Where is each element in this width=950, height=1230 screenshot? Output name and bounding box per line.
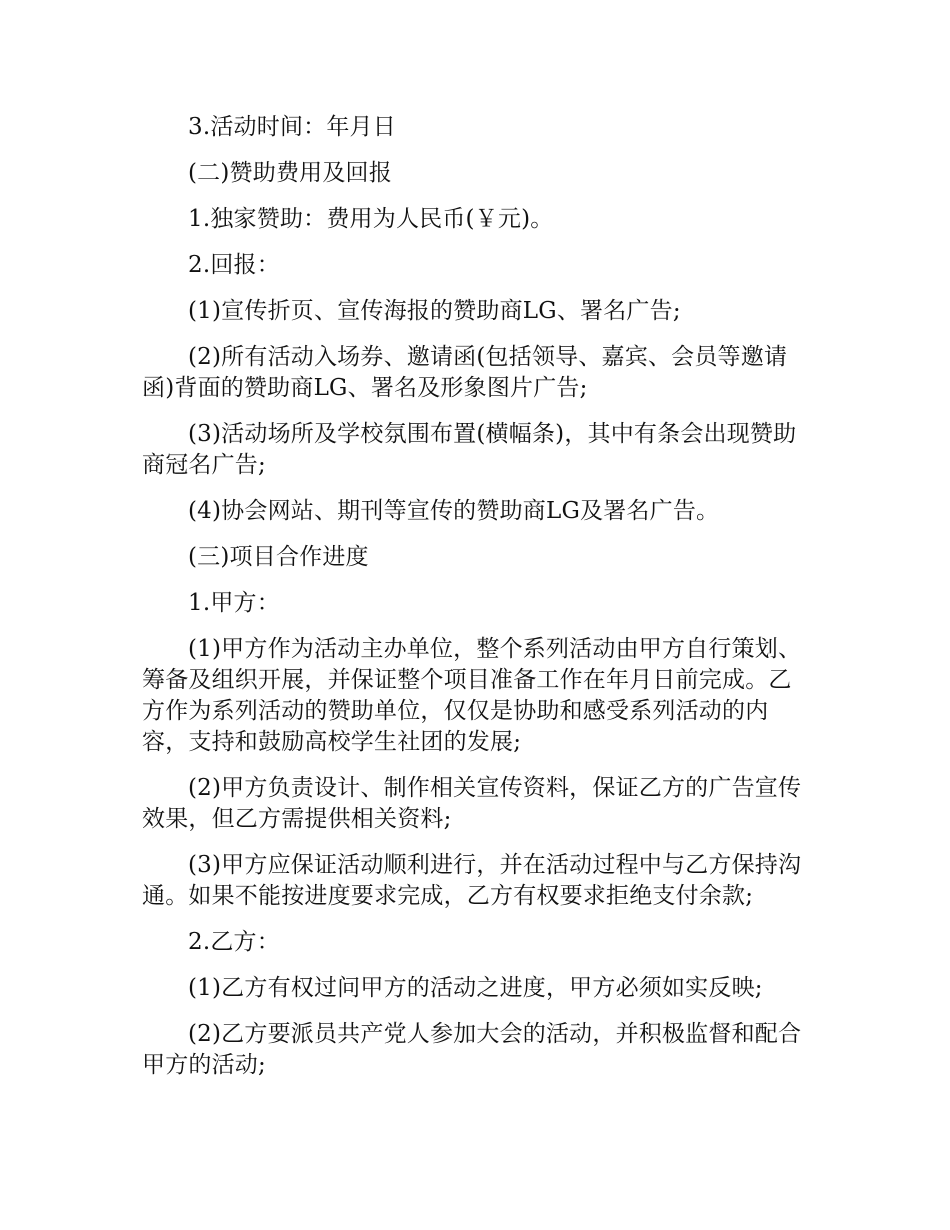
paragraph-return-4: (4)协会网站、期刊等宣传的赞助商LG及署名广告。 — [188, 498, 720, 524]
paragraph-return-3: (3)活动场所及学校氛围布置(横幅条)，其中有条会出现赞助商冠名广告; — [142, 421, 797, 478]
paragraph-party-b-heading: 2.乙方： — [188, 929, 280, 955]
paragraph-activity-time: 3.活动时间：年月日 — [188, 114, 396, 140]
section-heading-sponsorship: (二)赞助费用及回报 — [188, 160, 392, 186]
paragraph-party-a-1: (1)甲方作为活动主办单位，整个系列活动由甲方自行策划、筹备及组织开展，并保证整个项目准备工作在年月日前完成。乙方作为系列活动的赞助单位，仅仅是协助和感受系列活动的内容，支持和鼓励高校学生社团的发展; — [142, 636, 802, 755]
paragraph-party-b-2: (2)乙方要派员共产党人参加大会的活动，并积极监督和配合甲方的活动; — [142, 1021, 802, 1078]
paragraph-return-1: (1)宣传折页、宣传海报的赞助商LG、署名广告; — [188, 298, 681, 324]
document-body — [142, 112, 812, 1096]
paragraph-returns-heading: 2.回报： — [188, 252, 280, 278]
paragraph-return-2: (2)所有活动入场券、邀请函(包括领导、嘉宾、会员等邀请函)背面的赞助商LG、署名及形象图片广告; — [142, 344, 788, 401]
section-heading-progress: (三)项目合作进度 — [188, 544, 369, 570]
paragraph-party-a-heading: 1.甲方： — [188, 590, 280, 616]
paragraph-exclusive-sponsor: 1.独家赞助：费用为人民币(￥元)。 — [188, 206, 554, 232]
paragraph-party-b-1: (1)乙方有权过问甲方的活动之进度，甲方必须如实反映; — [188, 975, 763, 1001]
paragraph-party-a-3: (3)甲方应保证活动顺利进行，并在活动过程中与乙方保持沟通。如果不能按进度要求完成，乙方有权要求拒绝支付余款; — [142, 852, 802, 909]
paragraph-party-a-2: (2)甲方负责设计、制作相关宣传资料，保证乙方的广告宣传效果，但乙方需提供相关资料; — [142, 775, 802, 832]
